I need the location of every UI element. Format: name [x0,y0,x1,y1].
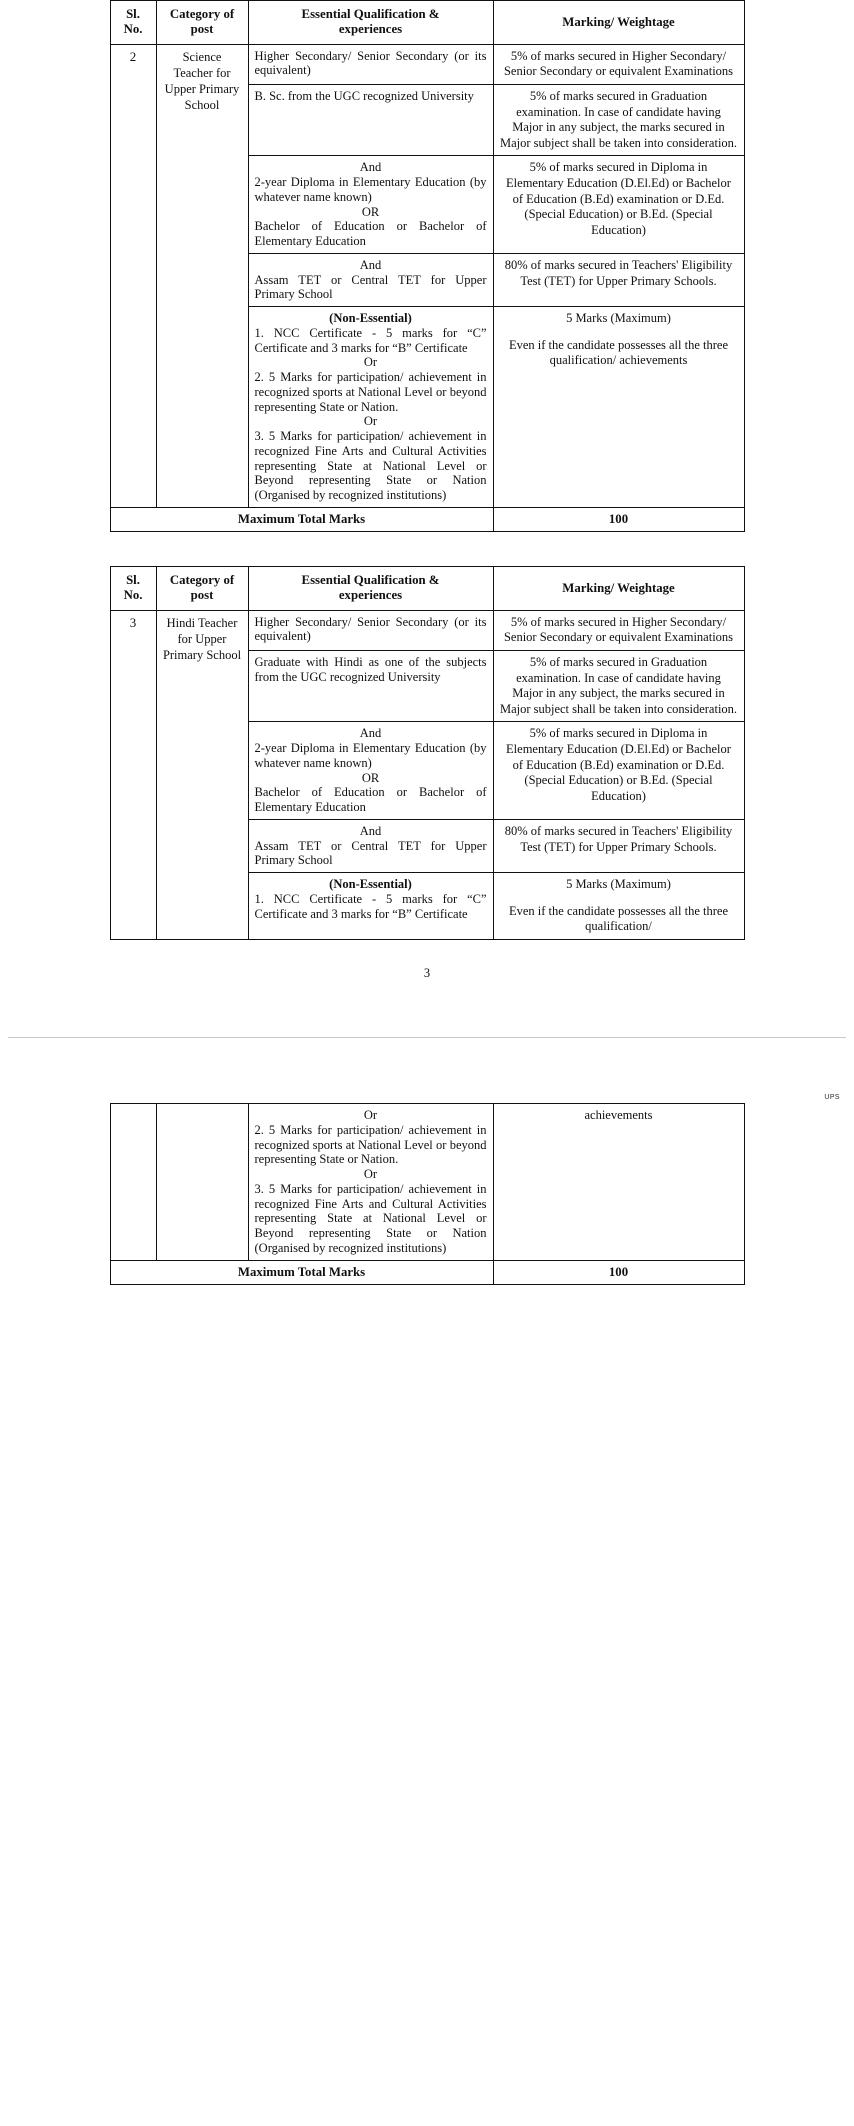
cell-category-post: Hindi Teacher for Upper Primary School [156,610,248,939]
table-total-row [110,1260,744,1284]
cell-marking: 5% of marks secured in Higher Secondary/ Senior Secondary or equivalent Examinations [493,610,744,650]
non-essential-or-2: Or [363,414,378,429]
cell-qualification: Higher Secondary/ Senior Secondary (or its equivalent) [248,610,493,650]
header-category [156,1,248,45]
header-qualification [248,567,493,611]
non-essential-heading: (Non-Essential) [329,877,412,892]
table-total-row [110,507,744,531]
cell-qualification-non-essential-continued [248,1104,493,1261]
header-sl-no [110,1,156,45]
cell-marking: 80% of marks secured in Teachers' Eligibility Test (TET) for Upper Primary Schools. [493,819,744,872]
header-category-line2: post [190,588,214,603]
marking-max-marks: 5 Marks (Maximum) [566,311,671,326]
header-qualification-line1: Essential Qualification & [301,573,440,588]
cell-qualification [248,156,493,254]
header-sl-no [110,567,156,611]
qualification-part-1: Assam TET or Central TET for Upper Primary School [254,272,487,302]
qualification-and-connector: And [359,726,382,741]
total-label: Maximum Total Marks [110,1260,493,1284]
qualification-or-connector: OR [361,204,380,219]
cell-qualification-non-essential [248,307,493,508]
total-value: 100 [493,507,744,531]
qualification-part-2: Bachelor of Education or Bachelor of Elementary Education [254,785,487,815]
marking-max-marks: 5 Marks (Maximum) [566,877,671,892]
cell-marking: 5% of marks secured in Graduation examination. In case of candidate having Major in any subject, the marks secured in Major subject shall be taken into consideration. [493,650,744,722]
header-category-line1: Category of [169,7,235,21]
cell-qualification: Higher Secondary/ Senior Secondary (or its equivalent) [248,44,493,84]
qualification-part-1: Assam TET or Central TET for Upper Primary School [254,838,487,868]
cell-marking-continued: achievements [493,1104,744,1261]
cell-qualification [248,722,493,820]
margin-mark-ups: UPS [824,1094,840,1102]
non-essential-item-3: 3. 5 Marks for participation/ achievement in recognized Fine Arts and Cultural Activities representing State at National Level or Beyond representing State or Nation (Organised by recognized institutions) [254,429,487,503]
cell-marking: 5% of marks secured in Diploma in Elementary Education (D.El.Ed) or Bachelor of Education (B.Ed) examination or D.Ed. (Special Education) or B.Ed. (Special Education) [493,722,744,820]
non-essential-heading: (Non-Essential) [329,311,412,326]
cell-marking: 5% of marks secured in Graduation examination. In case of candidate having Major in any subject, the marks secured in Major subject shall be taken into consideration. [493,84,744,156]
cell-sl-no-empty [110,1104,156,1261]
qualification-part-1: 2-year Diploma in Elementary Education (by whatever name known) [254,741,487,770]
qualification-part-1: 2-year Diploma in Elementary Education (by whatever name known) [254,175,487,204]
total-label: Maximum Total Marks [110,507,493,531]
header-qualification [248,1,493,45]
cell-marking: 5% of marks secured in Higher Secondary/ Senior Secondary or equivalent Examinations [493,44,744,84]
marking-spacer [500,893,738,904]
table-row [110,610,744,650]
qualification-table-hindi [110,566,745,940]
header-category [156,567,248,611]
header-sl-no-line1: Sl. [126,7,140,21]
cell-category-empty [156,1104,248,1261]
header-category-line1: Category of [169,573,235,588]
header-qualification-line1: Essential Qualification & [301,7,440,21]
table-1-wrapper [0,0,854,532]
page-number: 3 [423,966,431,981]
non-essential-item-1: 1. NCC Certificate - 5 marks for “C” Certificate and 3 marks for “B” Certificate [254,325,487,355]
qualification-and-connector: And [359,823,382,838]
table-header-row [110,567,744,611]
non-essential-item-2: 2. 5 Marks for participation/ achievement in recognized sports at National Level or beyond representing State or Nation. [254,1122,487,1167]
cell-qualification [248,650,493,722]
total-value: 100 [493,1260,744,1284]
table-3-wrapper [0,1103,854,1285]
marking-note: Even if the candidate possesses all the three qualification/ achievements [508,337,729,368]
header-sl-no-line2: No. [123,588,143,603]
page-break-band [0,981,854,1037]
qualification-text: B. Sc. from the UGC recognized University [254,88,474,103]
table-gap-1 [0,532,854,566]
non-essential-item-1: 1. NCC Certificate - 5 marks for “C” Certificate and 3 marks for “B” Certificate [254,891,487,921]
non-essential-or-1: Or [363,1108,378,1123]
cell-marking: 5% of marks secured in Diploma in Elementary Education (D.El.Ed) or Bachelor of Education (B.Ed) examination or D.Ed. (Special Education) or B.Ed. (Special Education) [493,156,744,254]
cell-sl-no: 2 [110,44,156,507]
non-essential-item-3: 3. 5 Marks for participation/ achievement in recognized Fine Arts and Cultural Activities representing State at National Level or Beyond representing State or Nation (Organised by recognized institutions) [254,1181,487,1255]
header-marking: Marking/ Weightage [493,1,744,45]
cell-qualification-non-essential [248,873,493,940]
cell-category-post: Science Teacher for Upper Primary School [156,44,248,507]
cell-marking-non-essential [493,307,744,508]
header-marking: Marking/ Weightage [493,567,744,611]
cell-sl-no: 3 [110,610,156,939]
qualification-and-connector: And [359,257,382,272]
qualification-and-connector: And [359,160,382,175]
qualification-text: Graduate with Hindi as one of the subjects from the UGC recognized University [254,654,487,684]
cell-marking-non-essential [493,873,744,940]
non-essential-or-2: Or [363,1167,378,1182]
page-break-band-2 [0,1038,854,1094]
qualification-part-2: Bachelor of Education or Bachelor of Elementary Education [254,219,487,249]
cell-marking: 80% of marks secured in Teachers' Eligibility Test (TET) for Upper Primary Schools. [493,253,744,306]
header-qualification-line2: experiences [338,22,403,37]
header-sl-no-line1: Sl. [126,573,140,588]
marking-note: Even if the candidate possesses all the three qualification/ [508,903,729,934]
non-essential-or-1: Or [363,355,378,370]
qualification-table-continuation [110,1103,745,1285]
qualification-table-science [110,0,745,532]
table-row [110,1104,744,1261]
table-row [110,44,744,84]
cell-qualification [248,253,493,306]
table-2-wrapper [0,566,854,940]
marking-spacer [500,327,738,338]
header-qualification-line2: experiences [338,588,403,603]
qualification-or-connector: OR [361,770,380,785]
header-sl-no-line2: No. [123,22,143,37]
cell-qualification [248,84,493,156]
header-category-line2: post [190,22,214,37]
table-header-row [110,1,744,45]
non-essential-item-2: 2. 5 Marks for participation/ achievement in recognized sports at National Level or beyond representing State or Nation. [254,370,487,414]
cell-qualification [248,819,493,872]
